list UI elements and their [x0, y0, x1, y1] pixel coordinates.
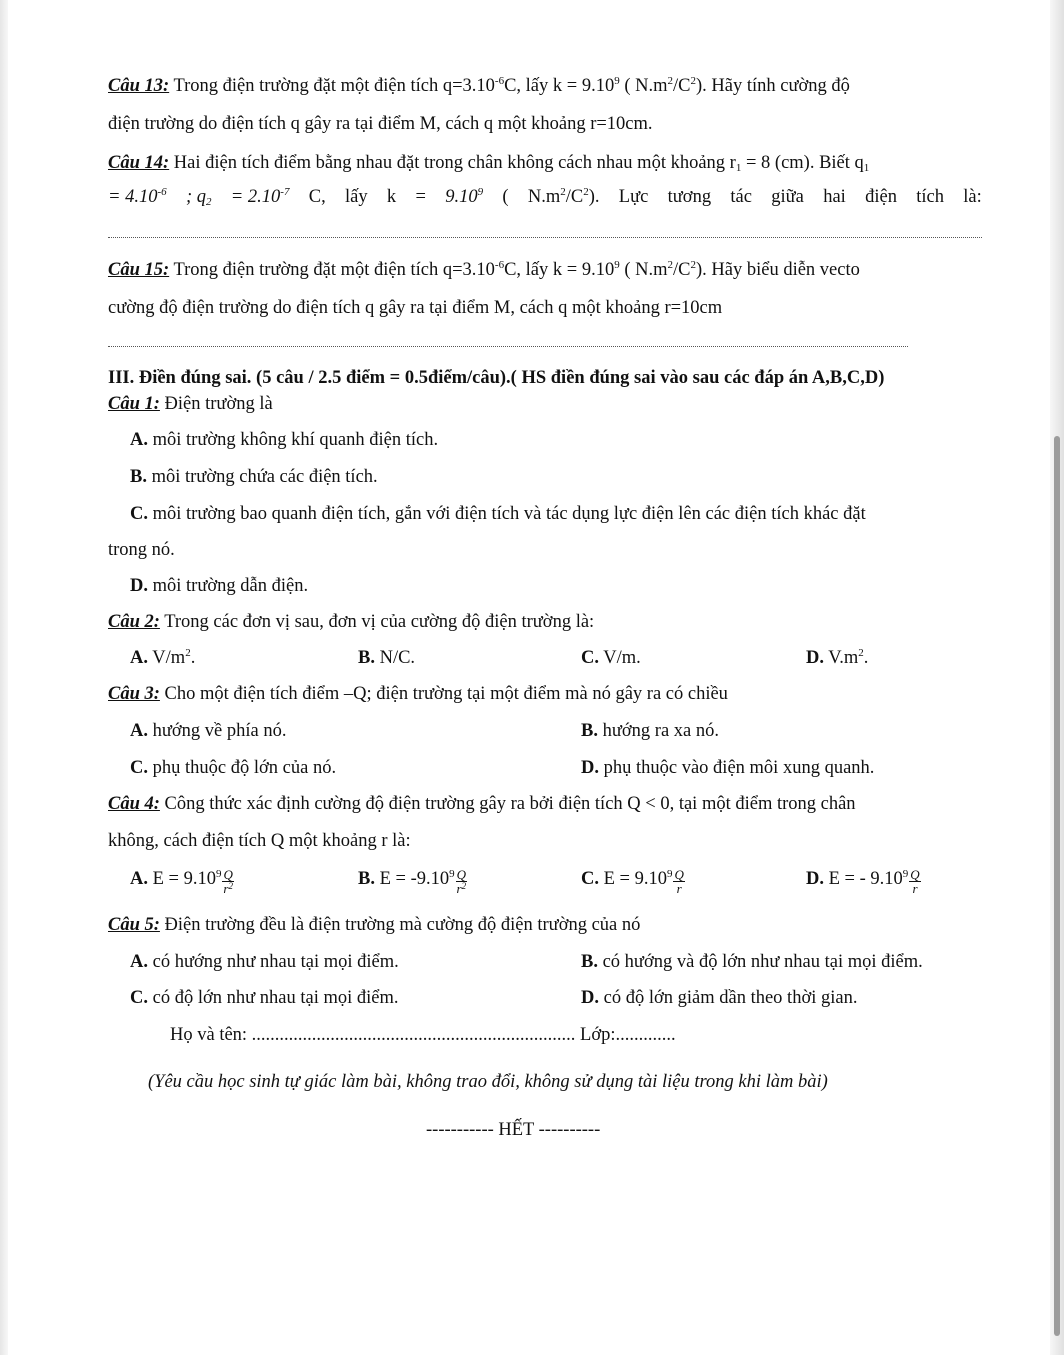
question-15-line-2: cường độ điện trường do điện tích q gây ra tại điểm M, cách q một khoảng r=10cm — [108, 298, 723, 318]
tf-q4-option-c: C. $E = 9.10^9$ $\frac{Q}{r}$ — [581, 867, 684, 896]
tf-q3-option-b: B. hướng ra xa nó. — [581, 721, 719, 741]
tf-q1-option-b: B. môi trường chứa các điện tích. — [130, 467, 378, 487]
tf-q2-option-b: B. N/C. — [358, 648, 416, 668]
page-left-edge — [0, 0, 8, 1355]
question-14-line-1: Câu 14: Hai điện tích điểm bằng nhau đặt trong chân không cách nhau một khoảng $r_1 = 8$ (cm). Biết $q_1$ — [108, 153, 870, 174]
question-14-label: Câu 14: — [108, 153, 170, 173]
tf-q4-option-a: A. $E = 9.10^9$ $\frac{Q}{r^2}$ — [130, 867, 233, 896]
answer-line — [108, 346, 908, 347]
end-marker: ----------- HẾT ---------- — [426, 1120, 601, 1140]
tf-q1-option-a: A. môi trường không khí quanh điện tích. — [130, 430, 439, 450]
tf-q5-option-d: D. có độ lớn giảm dần theo thời gian. — [581, 988, 858, 1008]
tf-q1-option-d: D. môi trường dẫn điện. — [130, 576, 309, 596]
tf-question-3: Câu 3: Cho một điện tích điểm –Q; điện trường tại một điểm mà nó gây ra có chiều — [108, 684, 728, 704]
tf-q2-option-a: A. $V/m^2$. — [130, 647, 196, 668]
tf-question-1: Câu 1: Điện trường là — [108, 394, 273, 414]
section-3-heading: III. Điền đúng sai. (5 câu / 2.5 điểm = 0.5điểm/câu).( HS điền đúng sai vào sau các đáp án A,B,C,D) — [108, 368, 885, 388]
tf-question-1-label: Câu 1: — [108, 394, 160, 414]
tf-q1-option-c-continued: trong nó. — [108, 540, 175, 560]
tf-q3-option-a: A. hướng về phía nó. — [130, 721, 287, 741]
scrollbar-thumb[interactable] — [1054, 436, 1060, 1336]
tf-question-3-label: Câu 3: — [108, 684, 160, 704]
tf-question-5-label: Câu 5: — [108, 915, 160, 935]
tf-question-2-label: Câu 2: — [108, 612, 160, 632]
question-13-line-2: điện trường do điện tích q gây ra tại điểm M, cách q một khoảng r=10cm. — [108, 114, 653, 134]
tf-q3-option-d: D. phụ thuộc vào điện môi xung quanh. — [581, 758, 875, 778]
tf-q2-option-c: C. V/m. — [581, 648, 641, 668]
tf-question-5: Câu 5: Điện trường đều là điện trường mà cường độ điện trường của nó — [108, 915, 641, 935]
answer-line — [108, 237, 982, 238]
tf-q4-option-d: D. E = - 9.10$^9$ $\frac{Q}{r}$ — [806, 867, 920, 896]
tf-q5-option-a: A. có hướng như nhau tại mọi điểm. — [130, 952, 399, 972]
question-13-label: Câu 13: — [108, 76, 170, 96]
tf-q1-option-c: C. môi trường bao quanh điện tích, gắn với điện tích và tác dụng lực điện lên các điện tích khác đặt — [130, 504, 866, 524]
tf-q5-option-c: C. có độ lớn như nhau tại mọi điểm. — [130, 988, 399, 1008]
tf-question-4-label: Câu 4: — [108, 794, 160, 814]
tf-q2-option-d: D. $V.m^2$. — [806, 647, 869, 668]
tf-q3-option-c: C. phụ thuộc độ lớn của nó. — [130, 758, 337, 778]
question-15-label: Câu 15: — [108, 260, 170, 280]
tf-q4-option-b: B. $E = -9.10^9$ $\frac{Q}{r^2}$ — [358, 867, 467, 896]
question-15-line-1: Câu 15: Trong điện trường đặt một điện tích $q=3.10^{-6}C$, lấy $k = 9.10^9$ ( $N.m^2/C^2$). Hãy biểu diễn vecto — [108, 259, 860, 280]
student-name-class-line: Họ và tên: ...................................................................... Lớp:............. — [170, 1025, 676, 1045]
exam-instructions-note: (Yêu cầu học sinh tự giác làm bài, không trao đổi, không sử dụng tài liệu trong khi làm bài) — [148, 1072, 828, 1092]
tf-question-2: Câu 2: Trong các đơn vị sau, đơn vị của cường độ điện trường là: — [108, 612, 595, 632]
tf-q5-option-b: B. có hướng và độ lớn như nhau tại mọi điểm. — [581, 952, 923, 972]
question-14-line-2: = $4.10^{-6}$ ; $q_2$ = $2.10^{-7}$ C, lấy k = 9.10$^9$ ( $N.m^2/C^2$). Lực tương tác giữa hai điện tích là: — [108, 186, 982, 208]
tf-question-4: Câu 4: Công thức xác định cường độ điện trường gây ra bởi điện tích Q < 0, tại một điểm trong chân — [108, 794, 856, 814]
tf-question-4-line-2: không, cách điện tích Q một khoảng r là: — [108, 831, 411, 851]
question-13-line-1: Câu 13: Trong điện trường đặt một điện tích $q=3.10^{-6}C$, lấy $k = 9.10^9$ ( $N.m^2/C^2$). Hãy tính cường độ — [108, 75, 850, 96]
